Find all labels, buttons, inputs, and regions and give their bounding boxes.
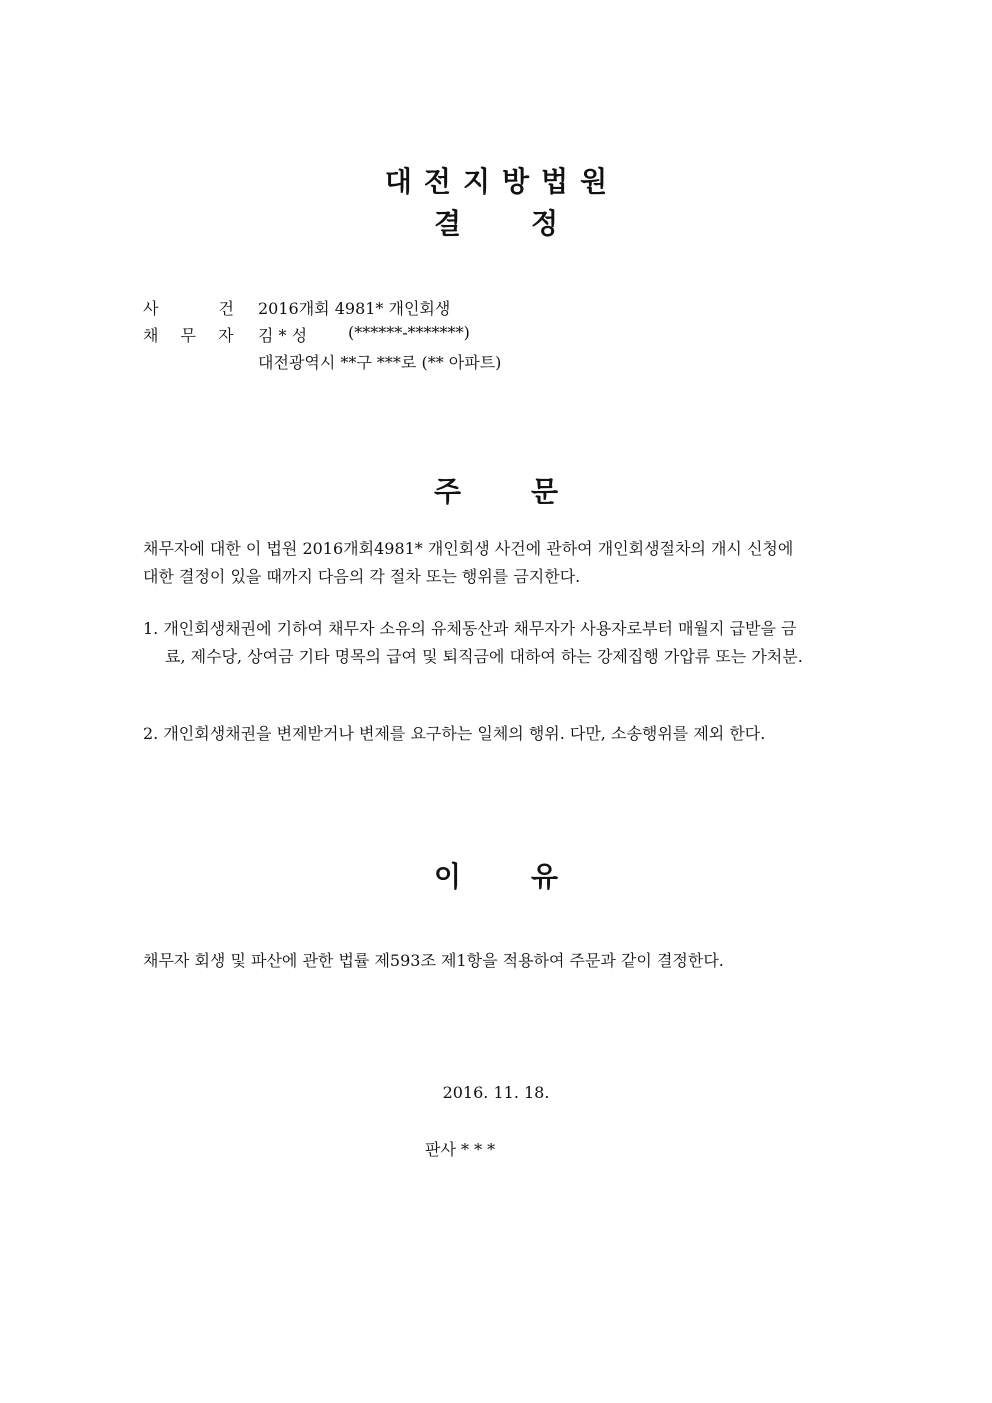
- debtor-address: 대전광역시 **구 ***로 (** 아파트): [258, 353, 502, 372]
- debtor-name: 김 * 성: [258, 326, 308, 345]
- reason-text: 채무자 회생 및 파산에 관한 법률 제593조 제1항을 적용하여 주문과 같이 결정한다.: [143, 951, 724, 970]
- decision-date: 2016. 11. 18.: [442, 1083, 550, 1102]
- debtor-label: 채 무 자: [143, 326, 234, 345]
- order-item-1: 1. 개인회생채권에 기하여 채무자 소유의 유체동산과 채무자가 사용자로부터 매월지 급받을 금료, 제수당, 상여금 기타 명목의 급여 및 퇴직금에 대하여 하는 강제집행 가압류 또는 가처분.: [143, 619, 803, 666]
- order-item-2: 2. 개인회생채권을 변제받거나 변제를 요구하는 일체의 행위. 다만, 소송행위를 제외 한다.: [143, 724, 766, 743]
- order-intro: 채무자에 대한 이 법원 2016개회4981* 개인회생 사건에 관하여 개인회생절차의 개시 신청에 대한 결정이 있을 때까지 다음의 각 절차 또는 행위를 금지한다.: [143, 539, 794, 586]
- document-title: [0, 202, 992, 242]
- case-number: 2016개회 4981* 개인회생: [258, 299, 451, 318]
- judge-signature: 판사 * * *: [425, 1140, 496, 1159]
- order-heading: 주 문: [433, 475, 559, 508]
- court-name: 대전지방법원: [384, 165, 620, 198]
- document-title-right: 정: [531, 207, 559, 240]
- case-label: 사 건: [143, 299, 234, 318]
- debtor-id-number: (******-*******): [348, 323, 470, 342]
- document-title-left: 결: [433, 207, 461, 240]
- reason-heading: 이 유: [433, 860, 559, 893]
